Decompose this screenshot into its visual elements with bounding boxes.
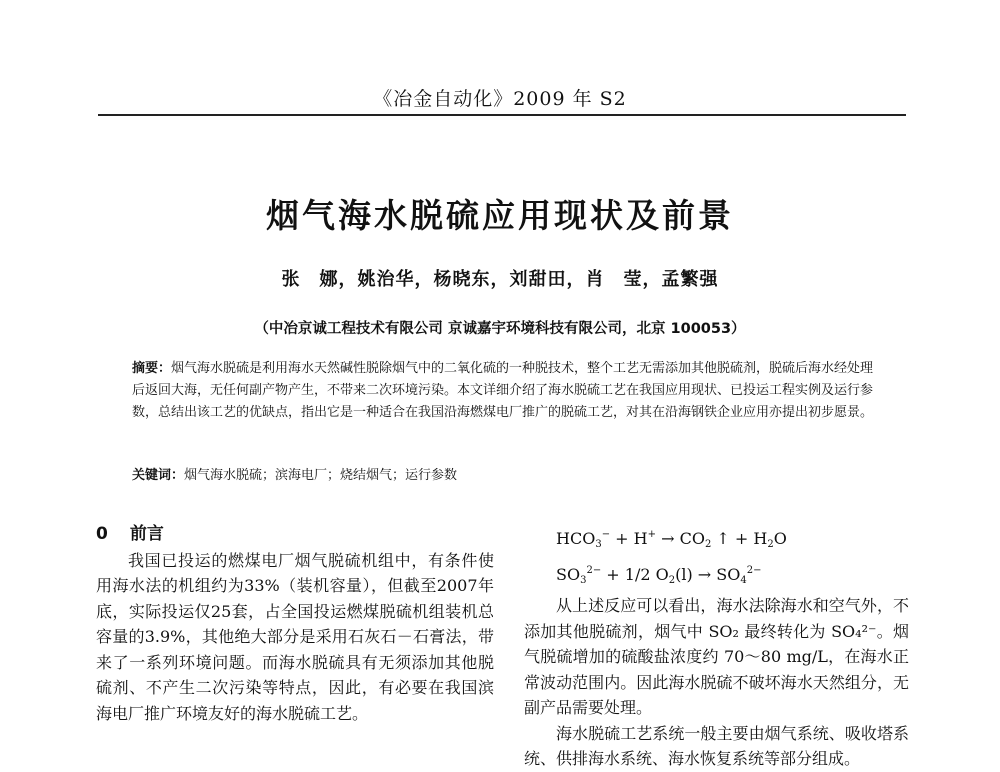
right-column [524, 522, 909, 772]
reaction-paragraph: 从上述反应可以看出，海水法除海水和空气外，不添加其他脱硫剂，烟气中 SO₂ 最终转化为 SO₄²⁻。烟气脱硫增加的硫酸盐浓度约 70～80 mg/L，在海水正常波动范围内。因此海水脱硫不破坏海水天然组分，无副产品需要处理。 [524, 596, 909, 717]
journal-header: 《冶金自动化》2009 年 S2 [373, 88, 627, 110]
section-number: 0 [96, 524, 108, 544]
affiliation: （中冶京诚工程技术有限公司 京诚嘉宇环境科技有限公司，北京 100053） [254, 321, 746, 337]
section-title: 前言 [129, 524, 164, 544]
system-paragraph: 海水脱硫工艺系统一般主要由烟气系统、吸收塔系统、供排海水系统、海水恢复系统等部分组成。 [524, 723, 909, 768]
keywords [132, 465, 882, 487]
paper-title: 烟气海水脱硫应用现状及前景 [266, 196, 734, 235]
keywords-text: 烟气海水脱硫；滨海电厂；烧结烟气；运行参数 [184, 468, 458, 483]
section-heading [96, 522, 494, 548]
intro-paragraph: 我国已投运的燃煤电厂烟气脱硫机组中，有条件使用海水法的机组约为33%（装机容量），但截至2007年底，实际投运仅25套，占全国投运燃煤脱硫机组装机总容量的3.9%，其他绝大部分是采用石灰石－石膏法，带来了一系列环境问题。而海水脱硫具有无须添加其他脱硫剂、不产生二次污染等特点，因此，有必要在我国滨海电厂推广环境友好的海水脱硫工艺。 [96, 550, 494, 723]
equation-2: $SO_3^{2-} + 1/2$ $O_2(l) \to SO_4^{2-}$ [556, 564, 762, 586]
header-rule [98, 114, 906, 116]
abstract [132, 358, 882, 424]
abstract-label: 摘要： [132, 361, 172, 376]
keywords-label: 关键词： [132, 468, 185, 483]
left-column [96, 522, 494, 726]
authors: 张 娜，姚治华，杨晓东，刘甜田，肖 莹，孟繁强 [281, 269, 719, 290]
abstract-text: 烟气海水脱硫是利用海水天然碱性脱除烟气中的二氧化硫的一种脱技术，整个工艺无需添加其他脱硫剂，脱硫后海水经处理后返回大海，无任何副产物产生，不带来二次环境污染。本文详细介绍了海水脱硫工艺在我国应用现状、已投运工程实例及运行参数，总结出该工艺的优缺点，指出它是一种适合在我国沿海燃煤电厂推广的脱硫工艺，对其在沿海钢铁企业应用亦提出初步愿景。 [132, 361, 874, 420]
equation-1: $HCO_3^- + H^+ \to CO_2$ ↑ + $H_2O$ [556, 529, 787, 550]
